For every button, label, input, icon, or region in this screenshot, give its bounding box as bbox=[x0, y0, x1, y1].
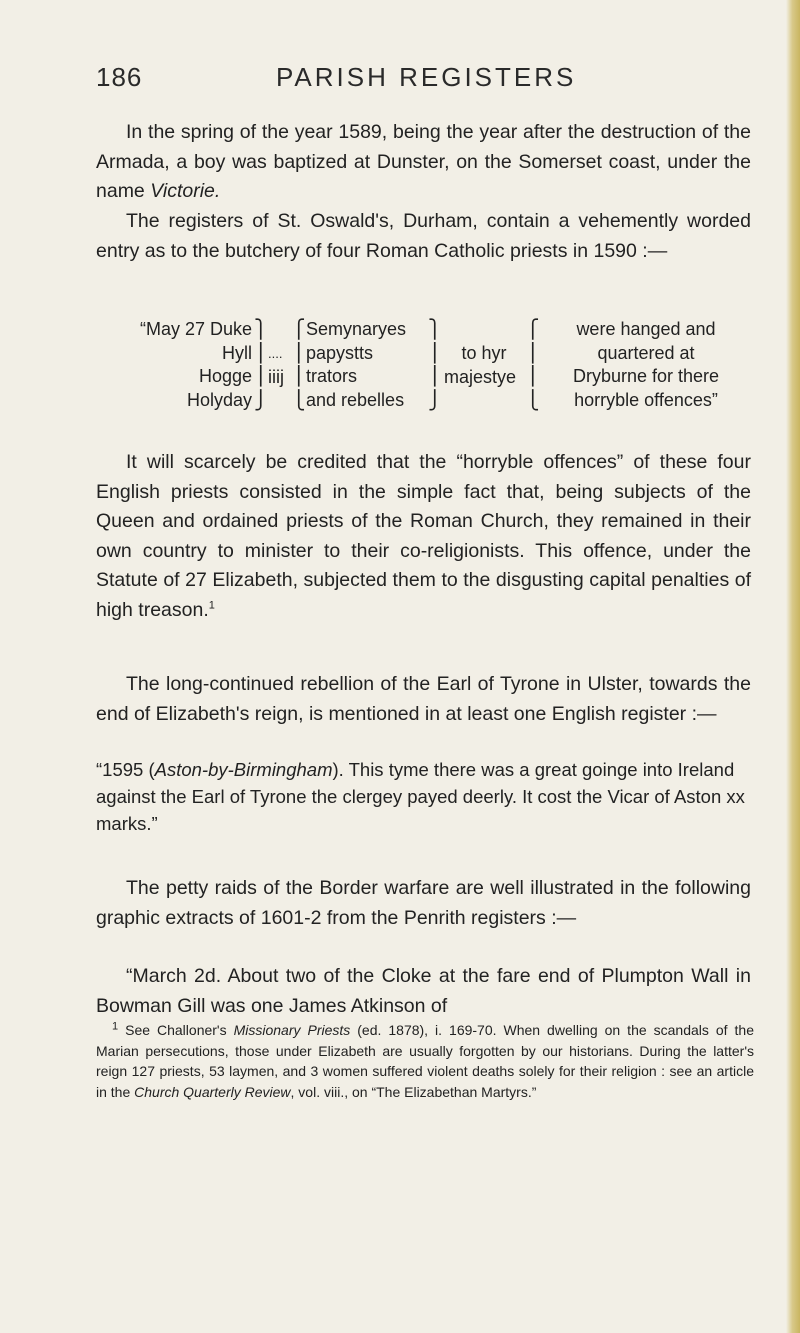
entry-roles: Semynaryes papystts trators and rebelles bbox=[306, 319, 407, 410]
footnote: $^1$ See Challoner's Missionary Priests (ed. 1878), i. 169-70. When dwelling on the scandals of the Marian persecutions, those under Elizabeth are usually forgotten by our historians. During the latter's reign 127 priests, 53 laymen, and 3 women suffered violent deaths solely for their religion : see an article in the Church Quarterly Review, vol. viii., on “The Elizabethan Martyrs.” bbox=[96, 1020, 754, 1100]
paragraph-horryble-offences: It will scarcely be credited that the “horryble offences” of these four English priests consisted in the simple fact that, being subjects of the Queen and ordained priests of the Roman Church, they remained in their own country to minister to their co-religionists. This offence, under the Statute of 27 Elizabeth, subjected them to the disgusting capital penalties of high treason.$^1$ bbox=[96, 451, 751, 621]
brace-names: ⎫ ⎪ ⎪ ⎭ bbox=[254, 319, 268, 410]
register-entry bbox=[96, 318, 756, 423]
page-number: 186 bbox=[96, 62, 143, 92]
running-header bbox=[96, 62, 742, 102]
entry-fate: were hanged and quartered at Dryburne for there horryble offences” bbox=[572, 319, 720, 410]
brace-roles-close: ⎫ ⎪ ⎪ ⎭ bbox=[428, 319, 442, 410]
paragraph-durham: The registers of St. Oswald's, Durham, contain a vehemently worded entry as to the butchery of four Roman Catholic priests in 1590 :— bbox=[96, 210, 751, 262]
entry-to: to hyr majestye bbox=[444, 343, 517, 387]
paragraph-penrith-quote: “March 2d. About two of the Cloke at the fare end of Plumpton Wall in Bowman Gill was one James Atkinson of bbox=[96, 965, 751, 1017]
name-victorie: Victorie. bbox=[150, 180, 221, 202]
brace-fate: ⎧ ⎪ ⎪ ⎩ bbox=[526, 319, 540, 410]
page-edge bbox=[786, 0, 800, 1333]
place-aston: Aston-by-Birmingham bbox=[154, 759, 333, 780]
quote-aston: “1595 (Aston-by-Birmingham). This tyme there was a great goinge into Ireland against the Earl of Tyrone the clergey payed deerly. It cost the Vicar of Aston xx marks.” bbox=[96, 759, 745, 834]
entry-names: “May 27 Duke Hyll Hogge Holyday bbox=[139, 319, 252, 410]
footnote-ref: 1 bbox=[208, 599, 215, 611]
paragraph-border-warfare: The petty raids of the Border warfare are well illustrated in the following graphic extracts of 1601-2 from the Penrith registers :— bbox=[96, 877, 751, 929]
paragraph-dunster: In the spring of the year 1589, being the year after the destruction of the Armada, a boy was baptized at Dunster, on the Somerset coast, under the name Victorie. bbox=[96, 121, 751, 202]
brace-roles: ⎧ ⎪ ⎪ ⎩ bbox=[292, 319, 306, 410]
page-title: PARISH REGISTERS bbox=[276, 62, 577, 92]
paragraph-tyrone: The long-continued rebellion of the Earl of Tyrone in Ulster, towards the end of Elizabeth's reign, is mentioned in at least one English register :— bbox=[96, 673, 751, 725]
entry-count: .... iiij bbox=[268, 346, 284, 387]
